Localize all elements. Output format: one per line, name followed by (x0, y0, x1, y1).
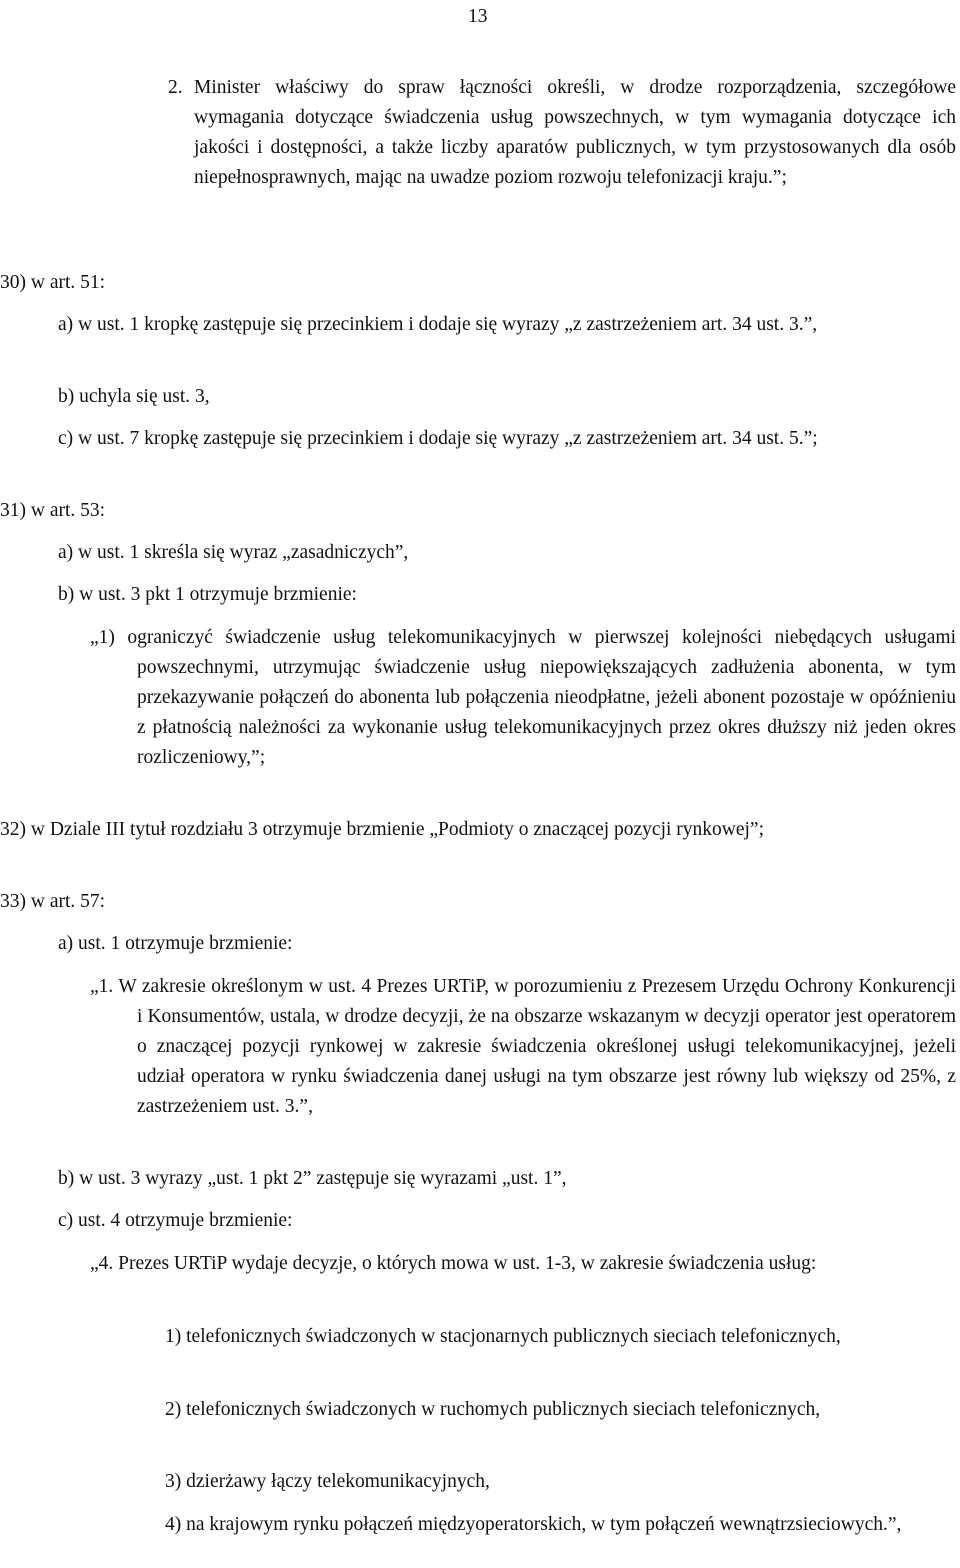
item-33-list-item-4: 4) na krajowym rynku połączeń międzyoperatorskich, w tym połączeń wewnątrzsieciowych.”, (165, 1514, 902, 1535)
item-33-list-item-3: 3) dzierżawy łączy telekomunikacyjnych, (165, 1471, 490, 1492)
item-31-title: 31) w art. 53: (0, 500, 106, 521)
item-33-list-item-2: 2) telefonicznych świadczonych w ruchomych publicznych sieciach telefonicznych, (165, 1399, 821, 1420)
item-33-c-quote: „4. Prezes URTiP wydaje decyzje, o których mowa w ust. 1-3, w zakresie świadczenia usług: (90, 1253, 817, 1274)
item-30-c: c) w ust. 7 kropkę zastępuje się przecinkiem i dodaje się wyrazy „z zastrzeżeniem art. 34 ust. 5.”; (58, 428, 818, 449)
item-33-c: c) ust. 4 otrzymuje brzmienie: (58, 1210, 293, 1231)
item-30-title: 30) w art. 51: (0, 272, 106, 293)
item-30-b: b) uchyla się ust. 3, (58, 386, 210, 407)
item-33-b: b) w ust. 3 wyrazy „ust. 1 pkt 2” zastępuje się wyrazami „ust. 1”, (58, 1168, 567, 1189)
item-32-text: 32) w Dziale III tytuł rozdziału 3 otrzymuje brzmienie „Podmioty o znaczącej pozycji rynkowej”; (0, 819, 765, 840)
item-31-a: a) w ust. 1 skreśla się wyraz „zasadniczych”, (58, 542, 409, 563)
item-33-title: 33) w art. 57: (0, 891, 106, 912)
paragraph-2-text: Minister właściwy do spraw łączności określi, w drodze rozporządzenia, szczegółowe wymagania dotyczące świadczenia usług powszechnych, w tym wymagania dotyczące ich jakości i dostępności, a także liczby aparatów publicznych, w tym przystosowanych dla osób niepełnosprawnych, mając na uwadze poziom rozwoju telefonizacji kraju.”; (194, 77, 956, 188)
item-30-a: a) w ust. 1 kropkę zastępuje się przecinkiem i dodaje się wyrazy „z zastrzeżeniem art. 34 ust. 3.”, (58, 314, 818, 335)
paragraph-2-number: 2. (168, 77, 183, 98)
item-33-a-quote: „1. W zakresie określonym w ust. 4 Prezes URTiP, w porozumieniu z Prezesem Urzędu Ochrony Konkurencji i Konsumentów, ustala, w drodze decyzji, że na obszarze wskazanym w decyzji operator jest operatorem o znaczącej pozycji rynkowej w zakresie świadczenia określonej usługi telekomunikacyjnej, jeżeli udział operatora w rynku świadczenia danej usługi na tym obszarze jest równy lub większy od 25%, z zastrzeżeniem ust. 3.”, (90, 976, 956, 1117)
item-33-list-item-1: 1) telefonicznych świadczonych w stacjonarnych publicznych sieciach telefonicznych, (165, 1326, 841, 1347)
item-33-a: a) ust. 1 otrzymuje brzmienie: (58, 933, 293, 954)
item-31-quote: „1) ograniczyć świadczenie usług telekomunikacyjnych w pierwszej kolejności niebędących usługami powszechnymi, utrzymując świadczenie usług niepowiększających zadłużenia abonenta, w tym przekazywanie połączeń do abonenta lub połączenia nieodpłatne, jeżeli abonent pozostaje w opóźnieniu z płatnością należności za wykonanie usług telekomunikacyjnych przez okres dłuższy niż jeden okres rozliczeniowy,”; (90, 627, 956, 768)
item-31-b: b) w ust. 3 pkt 1 otrzymuje brzmienie: (58, 584, 357, 605)
page-number: 13 (468, 6, 488, 27)
